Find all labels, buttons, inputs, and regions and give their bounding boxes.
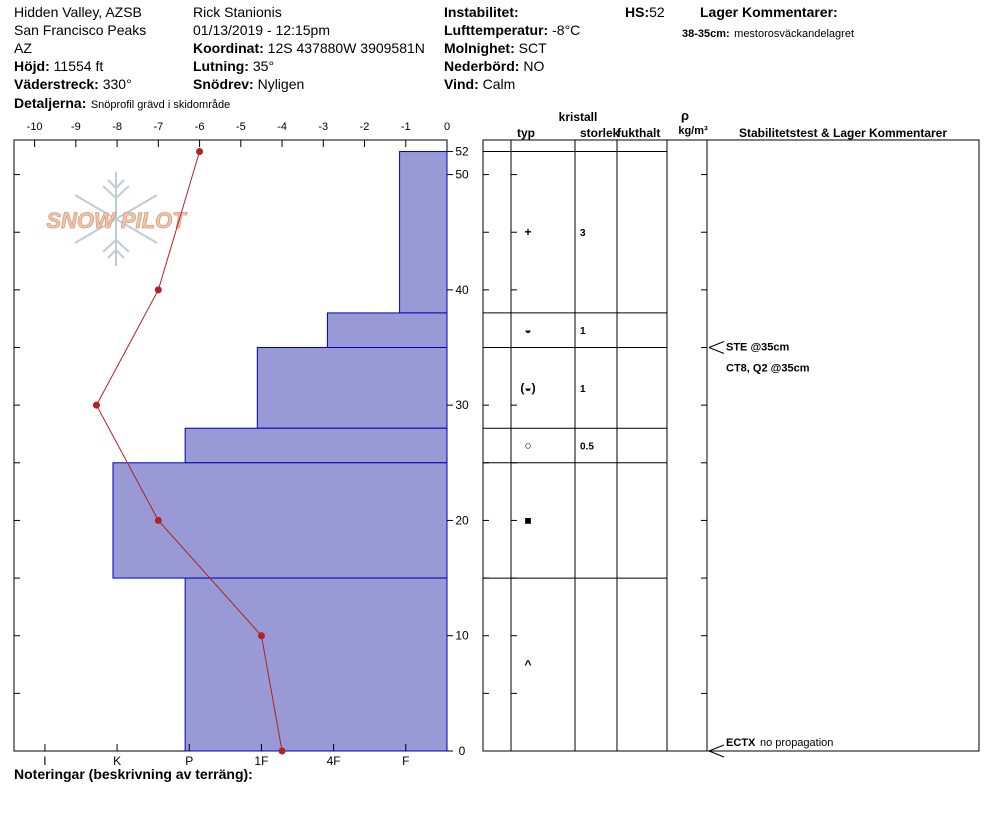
test-pointer	[709, 745, 724, 751]
hardness-tick-label: K	[113, 754, 122, 768]
hardness-bar	[327, 313, 447, 348]
airtemp-value: -8°C	[552, 22, 581, 38]
layer-table	[517, 108, 947, 672]
hardness-tick-label: 1F	[254, 754, 269, 768]
hardness-bar	[400, 152, 447, 313]
header-typ: typ	[517, 126, 535, 140]
instability-label: Instabilitet:	[444, 4, 519, 20]
snowpilot-logo	[46, 172, 187, 266]
slope-value: 35°	[252, 58, 275, 74]
header-rho: ρ	[680, 108, 690, 123]
test-note: no propagation	[760, 737, 834, 749]
depth-tick-label: 30	[455, 398, 469, 413]
precip-label: Nederbörd:	[444, 58, 520, 74]
temp-tick-label: -8	[112, 121, 122, 133]
hardness-tick-label: I	[43, 754, 47, 768]
temp-tick-label: -9	[70, 121, 81, 133]
temp-tick-label: -3	[318, 121, 329, 133]
temp-tick-label: -7	[153, 121, 164, 133]
temperature-point	[155, 286, 162, 293]
test-label: STE @35cm	[726, 341, 790, 354]
temperature-point	[155, 517, 162, 524]
depth-tick-label: 10	[455, 628, 469, 643]
table-frame	[483, 140, 979, 751]
depth-tick-label: 0	[458, 744, 466, 758]
grain-symbol: ^	[524, 657, 532, 672]
precip-value: NO	[523, 58, 545, 74]
hs-value: 52	[649, 4, 665, 20]
hardness-bar	[185, 428, 447, 463]
elevation-value: 11554 ft	[53, 58, 104, 74]
temp-tick-label: 0	[443, 121, 451, 133]
hardness-bar	[257, 348, 447, 429]
grain-size: 1	[580, 383, 586, 395]
temp-tick-label: -6	[194, 121, 205, 133]
sky-label: Molnighet:	[444, 40, 515, 56]
layer-comment-text: mestorosväckandelagret	[734, 28, 854, 40]
grain-symbol: ■	[524, 513, 532, 528]
temperature-point	[279, 748, 286, 755]
datetime: 01/13/2019 - 12:15pm	[193, 22, 330, 38]
test-label: ECTX	[726, 737, 756, 749]
aspect-value: 330°	[102, 76, 132, 92]
hardness-tick-label: P	[185, 754, 194, 768]
test-note: CT8, Q2 @35cm	[726, 362, 810, 375]
hardness-bar	[185, 578, 447, 751]
drift-label: Snödrev:	[193, 76, 254, 92]
elevation-label: Höjd:	[14, 58, 50, 74]
depth-tick-label: 52	[455, 144, 469, 159]
depth-tick-label: 20	[455, 513, 469, 528]
wind-value: Calm	[482, 76, 516, 92]
layer-comment-depth: 38-35cm:	[682, 28, 730, 40]
hardness-layers	[113, 152, 447, 751]
temp-tick-label: -10	[26, 121, 43, 133]
header-tests: Stabilitetstest & Lager Kommentarer	[738, 126, 948, 140]
state: AZ	[14, 40, 32, 56]
temp-tick-label: -4	[277, 121, 287, 133]
header-kristall: kristall	[558, 110, 598, 124]
stability-tests	[709, 342, 833, 757]
observer: Rick Stanionis	[193, 4, 282, 20]
wind-label: Vind:	[444, 76, 479, 92]
hardness-bar	[113, 463, 447, 578]
header-fukthalt: fukthalt	[617, 126, 661, 140]
mountain-range: San Francisco Peaks	[14, 22, 147, 38]
details-value: Snöprofil grävd i skidområde	[90, 99, 231, 111]
drift-value: Nyligen	[257, 76, 305, 92]
aspect-label: Väderstreck:	[14, 76, 99, 92]
depth-tick-label: 40	[455, 282, 469, 297]
sky-value: SCT	[518, 40, 547, 56]
temp-tick-label: -1	[400, 121, 411, 133]
hardness-tick-label: 4F	[326, 754, 341, 768]
grain-size: 3	[580, 228, 586, 240]
temp-tick-label: -5	[235, 121, 246, 133]
notes-label: Noteringar (beskrivning av terräng):	[14, 766, 253, 782]
airtemp-label: Lufttemperatur:	[444, 22, 549, 38]
test-pointer	[709, 751, 724, 757]
location: Hidden Valley, AZSB	[14, 4, 142, 20]
grain-symbol: (◒)	[520, 380, 536, 395]
test-pointer	[709, 348, 724, 354]
test-pointer	[709, 342, 724, 348]
slope-label: Lutning:	[193, 58, 249, 74]
grain-symbol: ◒	[524, 323, 532, 338]
temp-tick-label: -2	[359, 121, 370, 133]
grain-size: 1	[580, 326, 586, 338]
header-storlek: storlek	[580, 126, 620, 140]
details-label: Detaljerna:	[14, 95, 87, 111]
temperature-point	[258, 632, 265, 639]
grain-symbol: ○	[524, 438, 532, 453]
coordinate-label: Koordinat:	[193, 40, 264, 56]
header-rho-unit: kg/m³	[678, 125, 708, 137]
hs-label: HS:	[625, 4, 650, 20]
hardness-tick-label: F	[402, 754, 410, 768]
coordinate-value: 12S 437880W 3909581N	[267, 40, 425, 56]
layer-comments-label: Lager Kommentarer:	[700, 4, 838, 20]
grain-symbol: +	[524, 225, 532, 240]
depth-tick-label: 50	[455, 167, 469, 182]
temperature-point	[196, 148, 203, 155]
logo-text: SNOW PILOT	[46, 208, 186, 233]
grain-size: 0.5	[580, 441, 594, 453]
temperature-point	[93, 402, 100, 409]
